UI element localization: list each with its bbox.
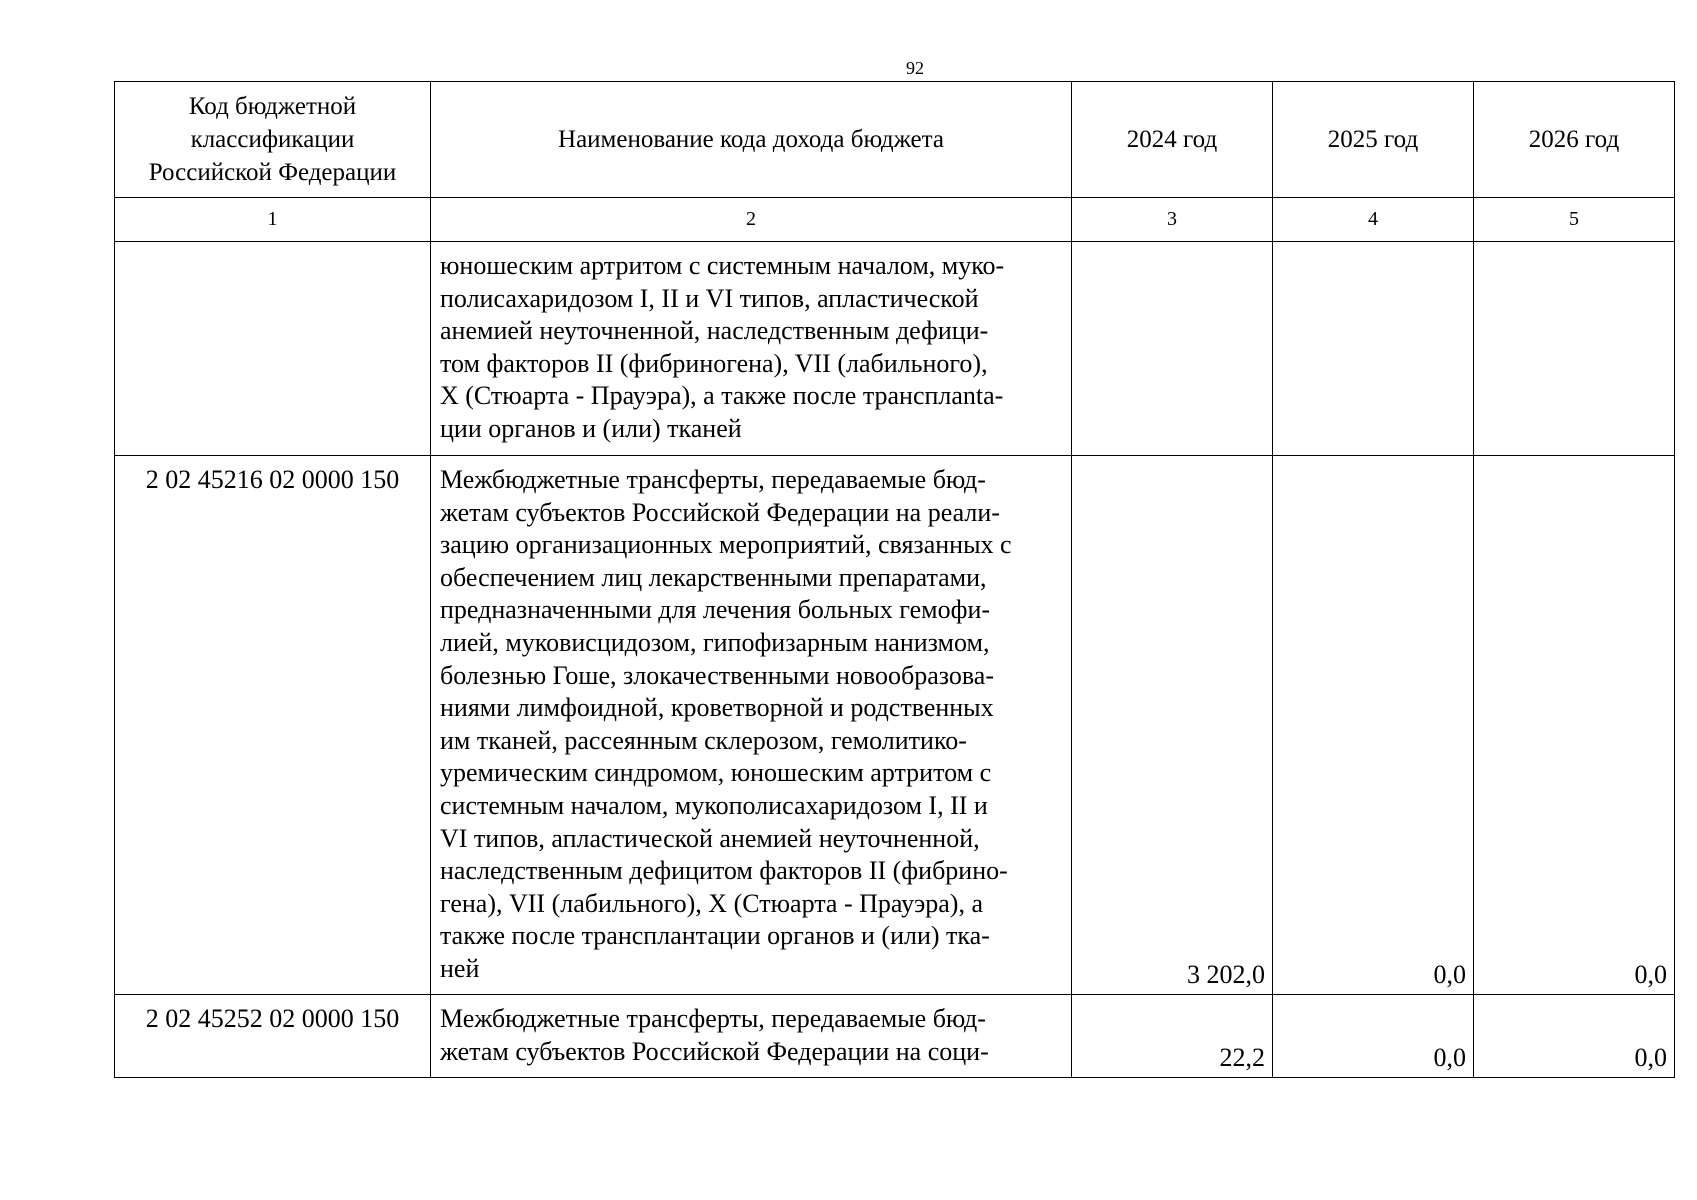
revenue-name-line: системным началом, мукополисахаридозом I, II и bbox=[440, 790, 988, 820]
column-number: 5 bbox=[1474, 198, 1675, 242]
value-2026-cell: 0,0 bbox=[1474, 995, 1675, 1078]
table-header-row bbox=[115, 82, 1675, 198]
header-revenue-name-label: Наименование кода дохода бюджета bbox=[558, 126, 944, 153]
value-2026-cell: 0,0 bbox=[1474, 456, 1675, 995]
header-budget-code bbox=[115, 82, 431, 198]
column-number-row bbox=[115, 198, 1675, 242]
revenue-name-line: ции органов и (или) тканей bbox=[440, 413, 742, 443]
value-2025-cell: 0,0 bbox=[1273, 995, 1474, 1078]
revenue-name-line: VI типов, апластической анемией неуточненной, bbox=[440, 823, 980, 853]
page-number: 92 bbox=[906, 58, 924, 78]
revenue-name-line: полисахаридозом I, II и VI типов, апластической bbox=[440, 283, 979, 313]
revenue-name-line: анемией неуточненной, наследственным дефици- bbox=[440, 316, 989, 346]
revenue-name-line: ней bbox=[440, 953, 480, 983]
header-budget-code-line: Код бюджетной bbox=[188, 93, 357, 120]
column-number: 4 bbox=[1273, 198, 1474, 242]
revenue-name-cell bbox=[431, 242, 1072, 456]
value-2025-cell bbox=[1273, 242, 1474, 456]
column-number: 1 bbox=[115, 198, 431, 242]
revenue-name-line: Межбюджетные трансферты, передаваемые бюд- bbox=[440, 465, 986, 494]
budget-code-cell: 2 02 45216 02 0000 150 bbox=[115, 456, 431, 995]
header-year-2025-label: 2025 год bbox=[1327, 126, 1419, 153]
revenue-name-line: предназначенными для лечения больных гемофи- bbox=[440, 595, 991, 625]
budget-code-cell bbox=[115, 242, 431, 456]
revenue-name-line: наследственным дефицитом факторов II (фибрино- bbox=[440, 856, 1008, 886]
revenue-name-line: обеспечением лиц лекарственными препаратами, bbox=[440, 562, 987, 592]
revenue-name-line: ниями лимфоидной, кроветворной и родственных bbox=[440, 693, 994, 723]
table-row bbox=[115, 456, 1675, 995]
revenue-name-line: жетам субъектов Российской Федерации на реали- bbox=[440, 497, 1000, 527]
revenue-name-line: юношеским артритом с системным началом, муко- bbox=[440, 251, 1005, 280]
revenue-name-line: лией, муковисцидозом, гипофизарным нанизмом, bbox=[440, 627, 990, 657]
header-year-2026 bbox=[1474, 82, 1675, 198]
revenue-name-line: им тканей, рассеянным склерозом, гемолитико- bbox=[440, 725, 967, 755]
header-budget-code-line: Российской Федерации bbox=[148, 159, 397, 186]
revenue-name-line: зацию организационных мероприятий, связанных с bbox=[440, 530, 1012, 560]
revenue-name-line: жетам субъектов Российской Федерации на соци- bbox=[440, 1036, 989, 1066]
header-budget-code-line: классификации bbox=[190, 126, 355, 153]
revenue-name-line: том факторов II (фибриногена), VII (лабильного), bbox=[440, 348, 988, 378]
table-row bbox=[115, 242, 1675, 456]
revenue-name-line: Межбюджетные трансферты, передаваемые бюд- bbox=[440, 1004, 986, 1033]
column-number: 2 bbox=[431, 198, 1072, 242]
revenue-name-cell bbox=[431, 995, 1072, 1078]
revenue-name-line: гена), VII (лабильного), X (Стюарта - Прауэра), а bbox=[440, 888, 983, 918]
budget-code-cell: 2 02 45252 02 0000 150 bbox=[115, 995, 431, 1078]
header-year-2024-label: 2024 год bbox=[1126, 126, 1218, 153]
revenue-name-line: уремическим синдромом, юношеским артритом с bbox=[440, 758, 992, 788]
value-2026-cell bbox=[1474, 242, 1675, 456]
value-2025-cell: 0,0 bbox=[1273, 456, 1474, 995]
table-row bbox=[115, 995, 1675, 1078]
value-2024-cell: 3 202,0 bbox=[1072, 456, 1273, 995]
value-2024-cell bbox=[1072, 242, 1273, 456]
value-2024-cell: 22,2 bbox=[1072, 995, 1273, 1078]
revenue-name-line: также после трансплантации органов и (или) тка- bbox=[440, 921, 990, 951]
header-year-2026-label: 2026 год bbox=[1528, 126, 1620, 153]
revenue-name-cell bbox=[431, 456, 1072, 995]
column-number: 3 bbox=[1072, 198, 1273, 242]
revenue-name-line: болезнью Гоше, злокачественными новообразова- bbox=[440, 660, 994, 690]
header-revenue-name bbox=[431, 82, 1072, 198]
budget-revenue-table bbox=[114, 81, 1675, 1078]
header-year-2025 bbox=[1273, 82, 1474, 198]
header-year-2024 bbox=[1072, 82, 1273, 198]
revenue-name-line: X (Стюарта - Прауэра), а также после трансплanta- bbox=[440, 381, 1004, 411]
